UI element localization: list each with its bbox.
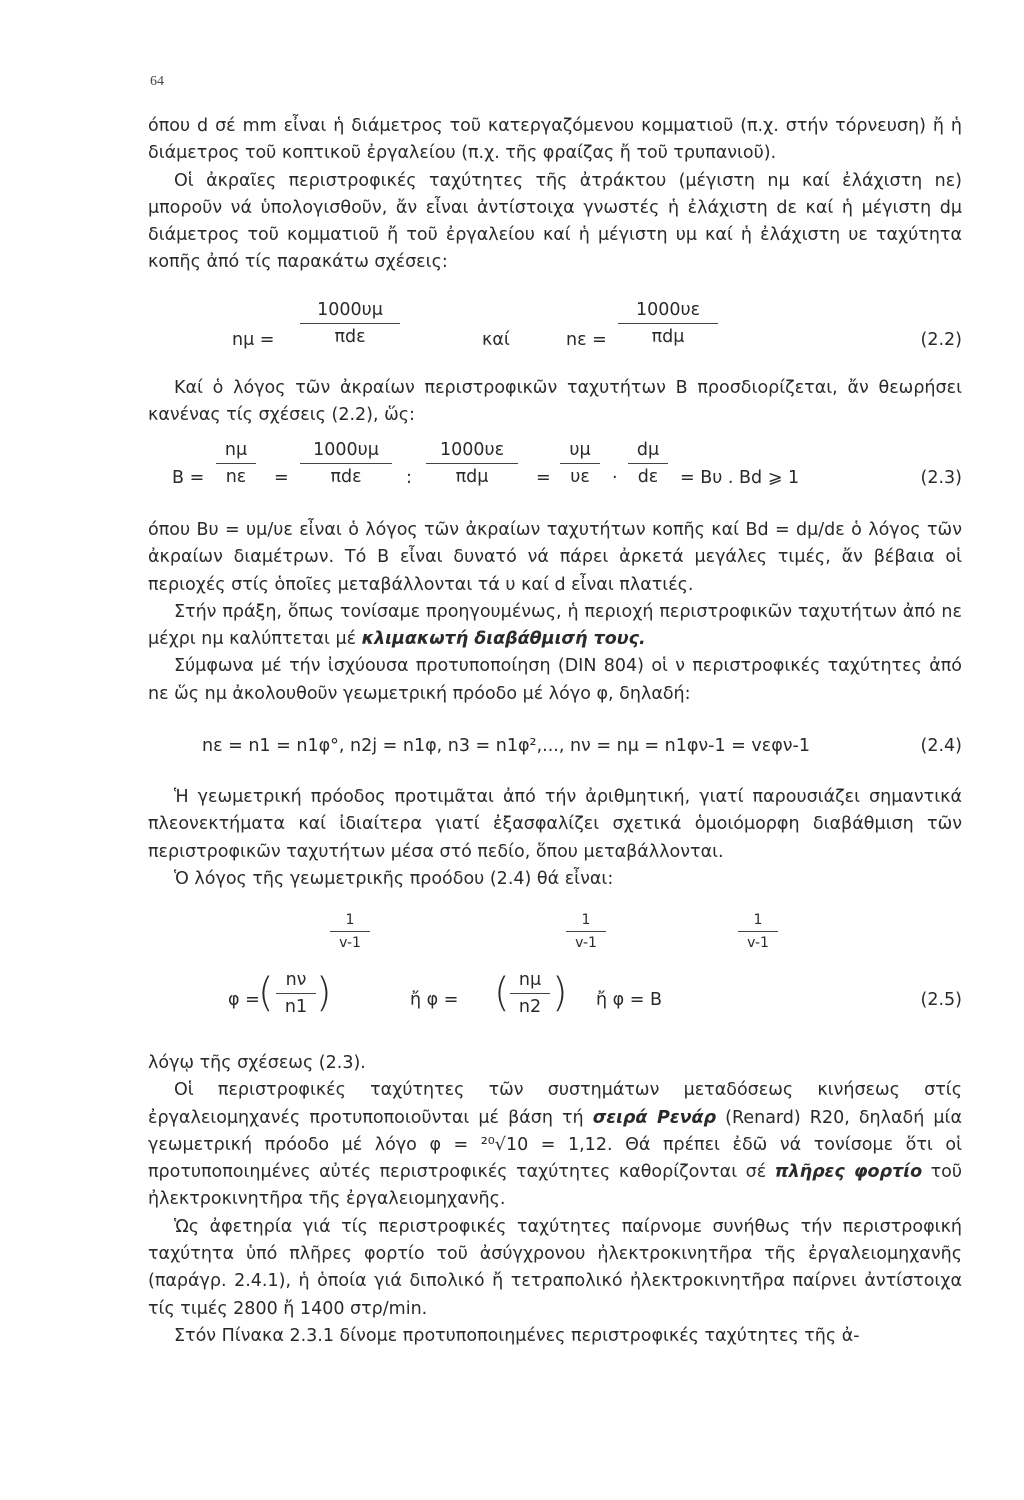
paragraph-1: όπου d σέ mm εἶναι ἡ διάμετρος τοῦ κατεργαζόμενου κομματιοῦ (π.χ. στήν τόρνευση) ἤ ἡ διάμετρος τοῦ κοπτικοῦ ἐργαλείου (π.χ. τῆς φραίζας ἤ τοῦ τρυπανιοῦ). [148,116,962,164]
paragraph-3: Καί ὁ λόγος τῶν ἀκραίων περιστροφικῶν ταχυτήτων B προσδιορίζεται, ἄν θεωρήσει κανένας τίς σχέσεις (2.2), ὥς: [148,378,962,426]
eq25-exponent-1 [330,912,370,951]
eq25-n-v: nν [285,970,307,990]
eq23-dot: · [612,468,618,488]
text-block-5 [148,784,962,893]
eq22-den2: πdμ [651,327,685,347]
paragraph-4: όπου Bυ = υμ/υε εἶναι ὁ λόγος τῶν ἀκραίων ταχυτήτων κοπῆς καί Bd = dμ/dε ὁ λόγος τῶν ἀκραίων διαμέτρων. Τό B εἶναι δυνατό νά πάρει ἀρκετά μεγάλες τιμές, ἄν βέβαια οἱ περιοχές στίς ὁποῖες μεταβάλλονται τά υ καί d εἶναι πλατιές. [148,520,962,595]
text-block-6 [148,1050,962,1350]
paragraph-5 [148,599,962,654]
eq25-exp2-num: 1 [581,912,591,928]
eq25-paren-open-1: ( [258,970,274,1016]
eq25-exponent-3 [738,912,778,951]
paragraph-5-emphasis: κλιμακωτή διαβάθμισή τους. [361,629,646,650]
eq23-d-mu: dμ [636,440,660,460]
eq25-exp3-num: 1 [753,912,763,928]
eq25-exp2-den: v-1 [575,935,597,951]
eq23-n-eps: nε [225,467,247,487]
text-block-3 [148,375,962,430]
eq22-num1: 1000υμ [317,300,383,320]
eq23-frac-a [300,440,392,487]
paragraph-11: Ὡς ἀφετηρία γιά τίς περιστροφικές ταχύτητες παίρνομε συνήθως τήν περιστροφική ταχύτητα ὑπό πλῆρες φορτίο τοῦ ἀσύγχρονου ἠλεκτροκινητῆρα τῆς ἐργαλειομηχανῆς (παράγρ. 2.4.1), ἡ ὁποία γιά διπολικό ἤ τετραπολικό ἠλεκτροκινητῆρα παίρνει ἀντίστοιχα τίς τιμές 2800 ἤ 1400 στρ/min. [148,1216,962,1319]
eq23-frac-d [628,440,668,487]
eq25-phi1: φ = [228,990,260,1010]
eq23-frac-n [216,440,256,487]
paragraph-10-part-a: Οἱ περιστροφικές ταχύτητες τῶν συστημάτων μεταδόσεως κινήσεως στίς ἐργαλειομηχανές προτυποποιοῦνται μέ βάση τή [148,1080,962,1128]
eq23-den-b: πdμ [455,467,489,487]
eq23-eq1: = [274,468,289,488]
eq25-exp1-num: 1 [345,912,355,928]
eq25-n-1: n1 [284,997,308,1017]
eq22-den1: πdε [334,327,366,347]
paragraph-10-part-e: τοῦ ἠλεκτροκινητῆρα τῆς ἐργαλειομηχανῆς. [148,1162,963,1210]
intro-text [148,113,962,277]
eq22-number: (2.2) [920,330,962,350]
eq22-fraction-2 [618,300,718,347]
page-number: 64 [150,74,164,89]
paragraph-10-renard: σειρά Ρενάρ [592,1107,717,1128]
eq22-fraction-1 [300,300,400,347]
eq23-u-mu: υμ [569,440,591,460]
eq23-tail: = Bυ . Bd ⩾ 1 [680,468,800,488]
eq25-n-mu: nμ [518,970,542,990]
eq25-n-2: n2 [518,997,542,1017]
eq25-frac-1 [276,970,316,1017]
eq22-lhs2: nε = [566,330,607,350]
eq25-paren-open-2: ( [494,970,510,1016]
eq22-mid: καί [482,330,510,350]
eq25-paren-close-1: ) [316,970,332,1016]
eq22-lhs1: nμ = [232,330,275,350]
paragraph-7: Ἡ γεωμετρική πρόοδος προτιμᾶται ἀπό τήν ἀριθμητική, γιατί παρουσιάζει σημαντικά πλεονεκτήματα καί ἰδιαίτερα γιατί ἐξασφαλίζει σχετικά ὁμοιόμορφη διαβάθμιση τῶν περιστροφικῶν ταχυτήτων μέσα στό πεδίο, ὅπου μεταβάλλονται. [148,787,962,862]
eq25-paren-close-2: ) [552,970,568,1016]
eq25-number: (2.5) [920,990,962,1010]
eq24-number: (2.4) [920,736,962,756]
paragraph-8: Ὁ λόγος τῆς γεωμετρικῆς προόδου (2.4) θά εἶναι: [174,868,614,889]
eq25-frac-2 [510,970,550,1017]
eq25-exponent-2 [566,912,606,951]
eq23-frac-u [560,440,600,487]
eq23-eq2: = [536,468,551,488]
eq23-n-mu: nμ [224,440,248,460]
eq23-num-a: 1000υμ [313,440,379,460]
eq23-num-b: 1000υε [439,440,505,460]
eq25-exp3-den: v-1 [747,935,769,951]
eq23-u-eps: υε [570,467,590,487]
paragraph-5-text: Στήν πράξη, ὅπως τονίσαμε προηγουμένως, ἡ περιοχή περιστροφικῶν ταχυτήτων ἀπό nε μέχρι nμ καλύπτεται μέ [148,601,962,650]
paragraph-10-full-load: πλῆρες φορτίο [774,1162,923,1183]
eq23-d-eps: dε [637,467,659,487]
eq24-text: nε = n1 = n1φ°, n2j = n1φ, n3 = n1φ²,..., nν = nμ = n1φν-1 = vεφν-1 [202,736,810,756]
paragraph-2: Οἱ ἀκραῖες περιστροφικές ταχύτητες τῆς ἀτράκτου (μέγιστη nμ καί ἐλάχιστη nε) μποροῦν νά ὑπολογισθοῦν, ἄν εἶναι ἀντίστοιχα γνωστές ἡ ἐλάχιστη dε καί ἡ μέγιστη dμ διάμετρος τοῦ κομματιοῦ ἤ τοῦ ἐργαλείου καί ἡ μέγιστη υμ καί ἡ ἐλάχιστη υε ταχύτητα κοπῆς ἀπό τίς παρακάτω σχέσεις: [148,170,962,273]
paragraph-6: Σύμφωνα μέ τήν ἰσχύουσα προτυποποίηση (DIN 804) οἱ ν περιστροφικές ταχύτητες ἀπό nε ὥς nμ ἀκολουθοῦν γεωμετρική πρόοδο μέ λόγο φ, δηλαδή: [148,656,962,704]
eq23-colon: : [406,468,412,488]
eq23-frac-b [426,440,518,487]
paragraph-12: Στόν Πίνακα 2.3.1 δίνομε προτυποποιημένες περιστροφικές ταχύτητες τῆς ἀ- [174,1325,860,1346]
eq25-phi2: ἤ φ = [410,990,459,1010]
eq25-exp1-den: v-1 [339,935,361,951]
paragraph-10-part-c: (Renard) R20, δηλαδή μία γεωμετρική πρόοδο μέ λόγο φ = ²⁰√10 = 1,12. Θά πρέπει ἐδῶ νά τονίσομε ὅτι οἱ προτυποποιημένες αὐτές περιστροφικές ταχύτητες καθορίζονται σέ [148,1107,962,1183]
eq23-number: (2.3) [920,468,962,488]
paragraph-9: λόγῳ τῆς σχέσεως (2.3). [148,1053,366,1073]
eq23-b: B = [172,468,205,488]
eq23-den-a: πdε [330,467,362,487]
eq22-num2: 1000υε [635,300,701,320]
paragraph-10 [148,1077,962,1213]
eq25-phi3: ἤ φ = B [596,990,662,1010]
text-block-4 [148,517,962,708]
